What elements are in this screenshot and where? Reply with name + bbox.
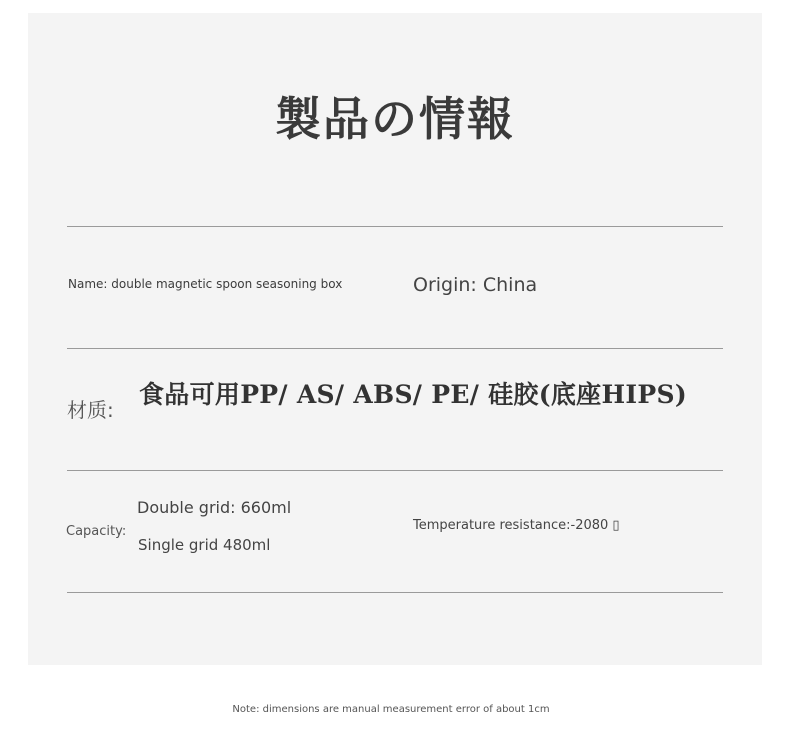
divider <box>67 226 723 227</box>
divider <box>67 348 723 349</box>
capacity-double-grid: Double grid: 660ml <box>137 498 292 517</box>
capacity-label: Capacity: <box>66 524 127 539</box>
product-origin: Origin: China <box>413 274 538 296</box>
page-title: 製品の情報 <box>275 92 515 146</box>
capacity-single-grid: Single grid 480ml <box>138 536 271 554</box>
material-label: 材质: <box>67 398 114 422</box>
divider <box>67 470 723 471</box>
measurement-note: Note: dimensions are manual measurement error of about 1cm <box>232 704 550 715</box>
product-name: Name: double magnetic spoon seasoning box <box>68 277 343 291</box>
temperature-resistance: Temperature resistance:-2080 ▯ <box>413 518 620 533</box>
material-value: 食品可用PP/ AS/ ABS/ PE/ 硅胶(底座HIPS) <box>139 380 687 409</box>
divider <box>67 592 723 593</box>
